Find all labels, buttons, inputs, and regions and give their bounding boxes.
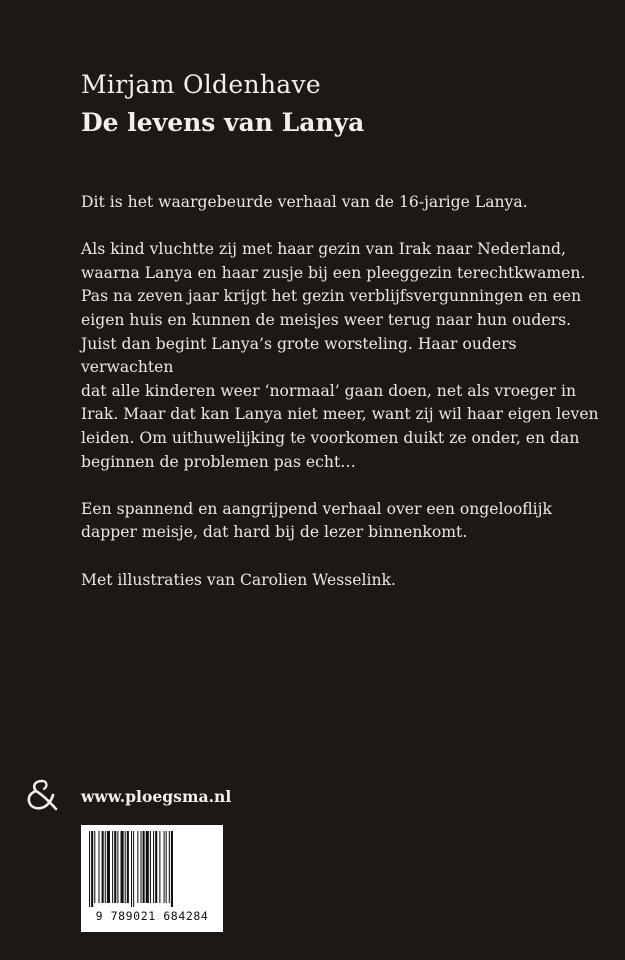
barcode-bar [131, 831, 132, 907]
barcode-bar [105, 831, 106, 903]
book-title: De levens van Lanya [81, 108, 365, 137]
barcode-bar [140, 831, 141, 903]
barcode-bar [171, 831, 173, 907]
blurb-paragraph: Als kind vluchtte zij met haar gezin van Irak naar Nederland, waarna Lanya en haar zusje bij een pleeggezin terechtkwamen. Pas na zeven jaar krijgt het gezin verblijfsvergunningen en een eigen huis en kunnen de meisjes weer terug naar hun ouders. Juist dan begint Lanya’s grote worsteling. Haar ouders verwachten dat alle kinderen weer ‘normaal’ gaan doen, net als vroeger in Irak. Maar dat kan Lanya niet meer, want zij wil haar eigen leven leiden. Om uithuwelijking te voorkomen duikt ze onder, en dan beginnen de problemen pas echt… [81, 240, 599, 471]
blurb-paragraph: Met illustraties van Carolien Wesselink. [81, 570, 396, 589]
barcode-bar [125, 831, 126, 903]
barcode-bar [150, 831, 151, 903]
barcode-bar [127, 831, 129, 903]
ampersand-logo-icon [22, 778, 62, 812]
barcode-bar [121, 831, 124, 903]
barcode-bar [107, 831, 110, 903]
barcode-bar [153, 831, 154, 903]
barcode-bar [143, 831, 145, 903]
author-name: Mirjam Oldenhave [81, 70, 321, 99]
barcode-bar [169, 831, 170, 903]
barcode-bar [112, 831, 113, 903]
barcode-bar [98, 831, 99, 903]
barcode-bar [159, 831, 160, 903]
barcode-bar [133, 831, 134, 907]
barcode-bar [114, 831, 116, 903]
barcode-bars [89, 831, 215, 907]
barcode-bar [146, 831, 149, 903]
publisher-website: www.ploegsma.nl [81, 787, 232, 806]
barcode-bar [117, 831, 118, 903]
barcode-bar [91, 831, 93, 907]
barcode-bar [137, 831, 138, 903]
barcode-bar [155, 831, 157, 903]
isbn-number: 9 789021 684284 [95, 909, 209, 923]
blurb-text [81, 191, 601, 616]
barcode-bar [166, 831, 167, 903]
blurb-paragraph: Dit is het waargebeurde verhaal van de 16-jarige Lanya. [81, 193, 528, 211]
blurb-paragraph: Een spannend en aangrijpend verhaal over een ongelooflijk dapper meisje, dat hard bij de lezer binnenkomt. [81, 499, 552, 542]
barcode-bar [102, 831, 104, 903]
barcode [81, 825, 223, 932]
barcode-bar [164, 831, 165, 903]
barcode-bar [89, 831, 90, 907]
barcode-bar [94, 831, 95, 903]
